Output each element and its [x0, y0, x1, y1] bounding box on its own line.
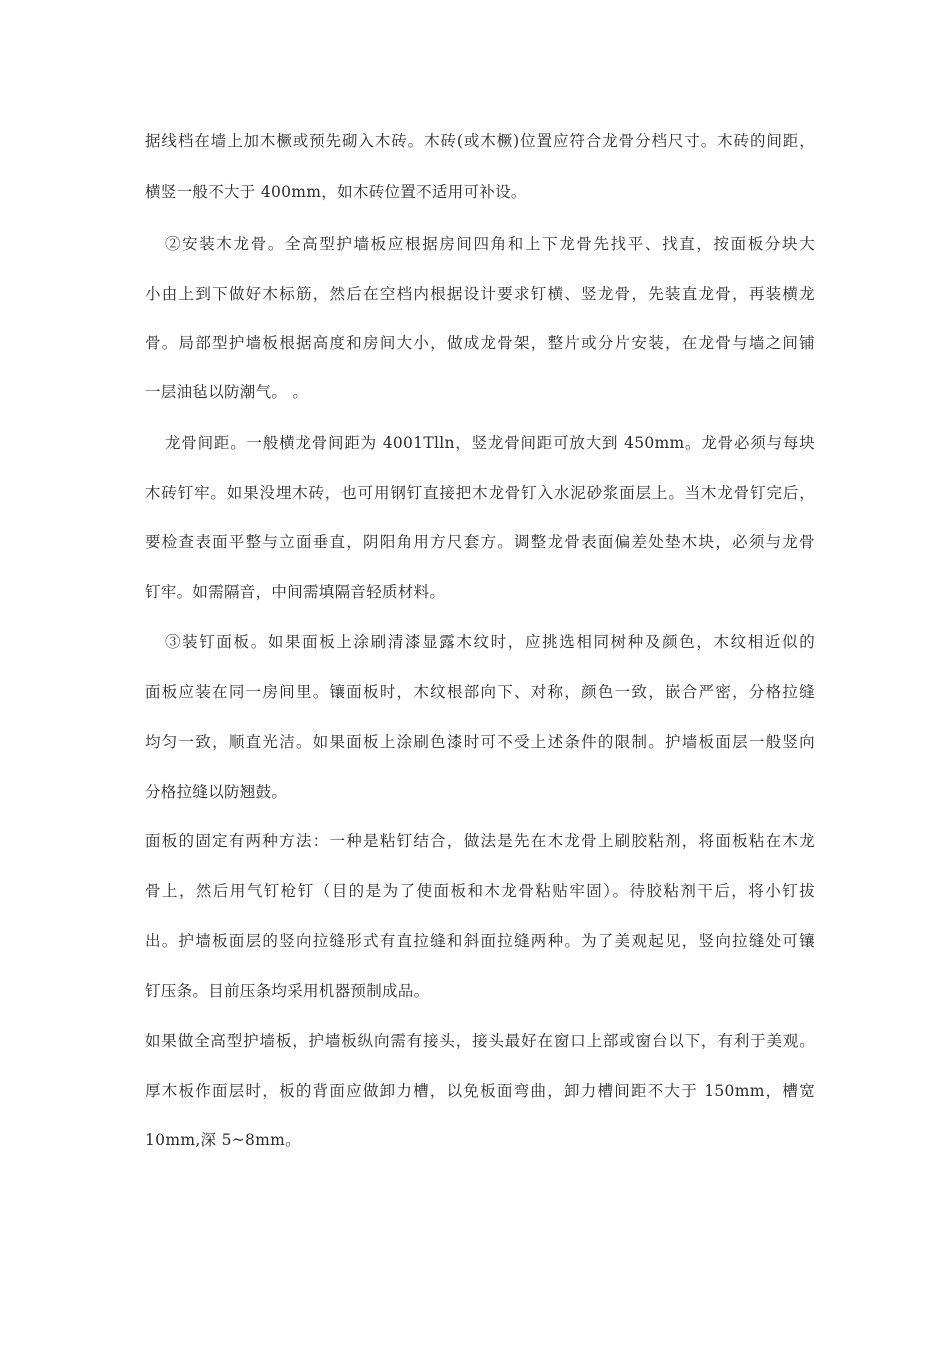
paragraph-1-line-1: 据线档在墙上加木橛或预先砌入木砖。木砖(或木橛)位置应符合龙骨分档尺寸。木砖的间距， — [145, 132, 815, 150]
paragraph-6-line-1: 如果做全高型护墙板，护墙板纵向需有接头，接头最好在窗口上部或窗台以下，有利于美观。 — [145, 1032, 815, 1050]
paragraph-4-line-1: ③装钉面板。如果面板上涂刷清漆显露木纹时，应挑选相同树种及颜色，木纹相近似的 — [165, 633, 815, 651]
paragraph-6-line-3: 10mm,深 5~8mm。 — [145, 1131, 301, 1149]
paragraph-6-line-2: 厚木板作面层时，板的背面应做卸力槽，以免板面弯曲，卸力槽间距不大于 150mm，槽宽 — [145, 1082, 815, 1100]
paragraph-2-line-3: 骨。局部型护墙板根据高度和房间大小，做成龙骨架，整片或分片安装，在龙骨与墙之间铺 — [145, 334, 815, 352]
paragraph-3-line-1: 龙骨间距。一般横龙骨间距为 4001Tlln，竖龙骨间距可放大到 450mm。龙骨必须与每块 — [165, 434, 815, 452]
paragraph-5-line-4: 钉压条。目前压条均采用机器预制成品。 — [145, 982, 430, 1000]
paragraph-5-line-2: 骨上，然后用气钉枪钉（目的是为了使面板和木龙骨粘贴牢固）。待胶粘剂干后，将小钉拔 — [145, 882, 815, 900]
paragraph-4-line-4: 分格拉缝以防翘鼓。 — [145, 783, 288, 801]
paragraph-2-line-2: 小由上到下做好木标筋，然后在空档内根据设计要求钉横、竖龙骨，先装直龙骨，再装横龙 — [145, 285, 815, 303]
paragraph-3-line-3: 要检查表面平整与立面垂直，阴阳角用方尺套方。调整龙骨表面偏差处垫木块，必须与龙骨 — [145, 533, 815, 551]
paragraph-1-line-2: 横竖一般不大于 400mm，如木砖位置不适用可补设。 — [145, 183, 527, 201]
paragraph-4-line-3: 均匀一致，顺直光洁。如果面板上涂刷色漆时可不受上述条件的限制。护墙板面层一般竖向 — [145, 733, 815, 751]
paragraph-2-line-4: 一层油毡以防潮气。 。 — [145, 383, 309, 401]
paragraph-3-line-2: 木砖钉牢。如果没埋木砖，也可用钢钉直接把木龙骨钉入水泥砂浆面层上。当木龙骨钉完后， — [145, 484, 815, 502]
paragraph-5-line-1: 面板的固定有两种方法：一种是粘钉结合，做法是先在木龙骨上刷胶粘剂，将面板粘在木龙 — [145, 832, 815, 850]
paragraph-2-line-1: ②安装木龙骨。全高型护墙板应根据房间四角和上下龙骨先找平、找直，按面板分块大 — [165, 235, 815, 253]
paragraph-3-line-4: 钉牢。如需隔音，中间需填隔音轻质材料。 — [145, 583, 446, 601]
paragraph-5-line-3: 出。护墙板面层的竖向拉缝形式有直拉缝和斜面拉缝两种。为了美观起见，竖向拉缝处可镶 — [145, 932, 815, 950]
paragraph-4-line-2: 面板应装在同一房间里。镶面板时，木纹根部向下、对称，颜色一致，嵌合严密，分格拉缝 — [145, 683, 815, 701]
